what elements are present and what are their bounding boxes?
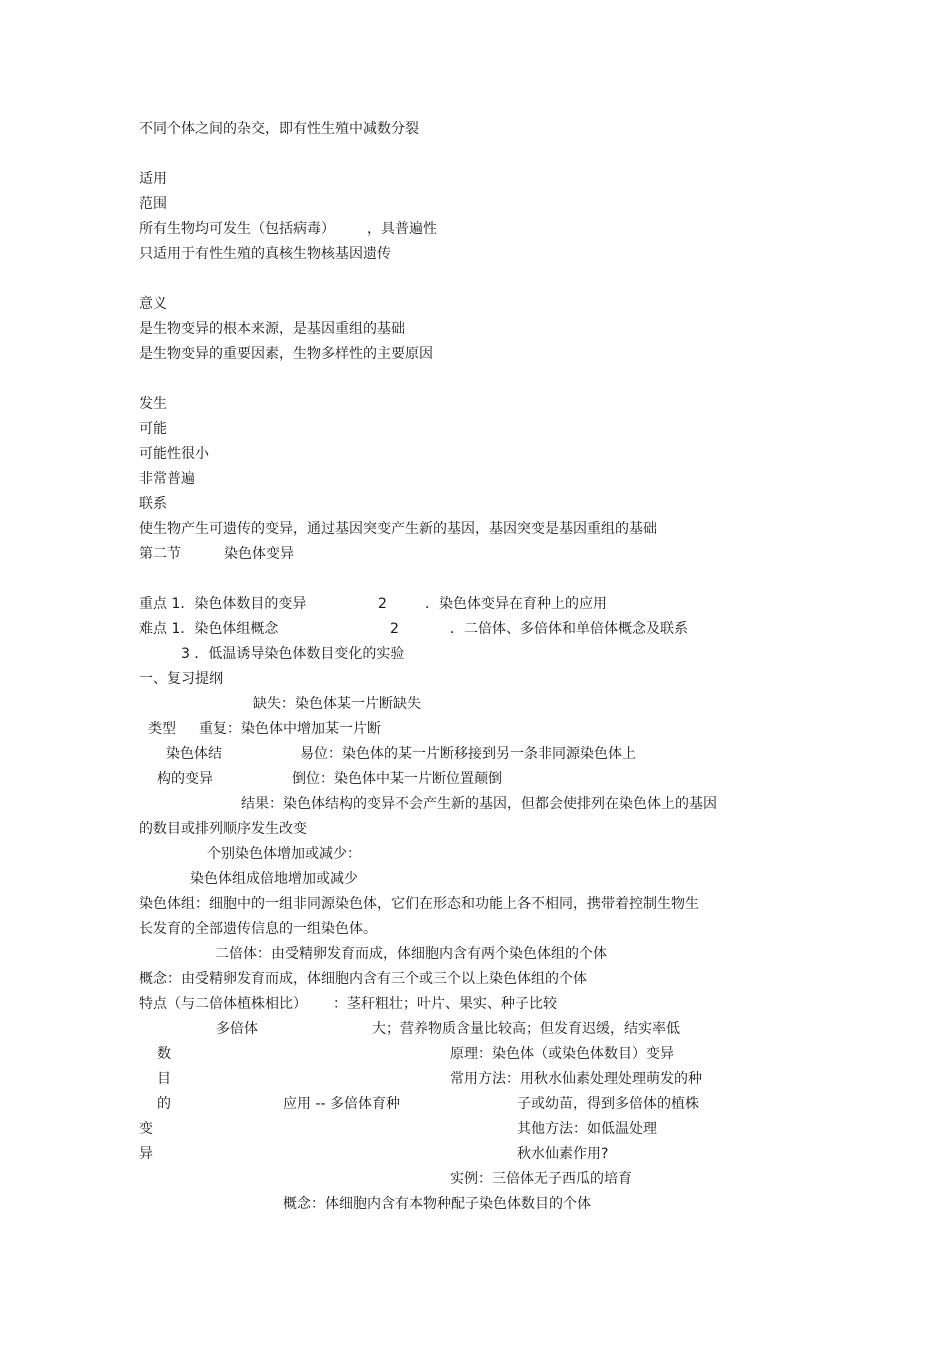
text-line: 应用 -- 多倍体育种 bbox=[283, 1096, 401, 1112]
text-line: 原理：染色体（或染色体数目）变异 bbox=[450, 1046, 674, 1062]
text-line: 可能 bbox=[139, 421, 167, 437]
text-line: 构的变异 bbox=[157, 771, 213, 787]
text-line: 子或幼苗，得到多倍体的植株 bbox=[517, 1096, 699, 1112]
text-line: 类型 bbox=[148, 721, 176, 737]
text-line: 是生物变异的重要因素，生物多样性的主要原因 bbox=[139, 346, 433, 362]
text-line: 易位：染色体的某一片断移接到另一条非同源染色体上 bbox=[300, 746, 636, 762]
text-line: 染色体结 bbox=[166, 746, 222, 762]
text-line: ．二倍体、多倍体和单倍体概念及联系 bbox=[450, 621, 688, 637]
text-line: 秋水仙素作用? bbox=[517, 1146, 609, 1162]
text-line: 概念：体细胞内含有本物种配子染色体数目的个体 bbox=[283, 1196, 591, 1212]
text-line: 2 bbox=[390, 621, 399, 637]
text-line: 特点（与二倍体植株相比） bbox=[139, 996, 307, 1012]
text-line: 不同个体之间的杂交，即有性生殖中减数分裂 bbox=[139, 121, 419, 137]
text-line: 意义 bbox=[139, 296, 167, 312]
text-line: 的 bbox=[157, 1096, 171, 1112]
text-line: 只适用于有性生殖的真核生物核基因遗传 bbox=[139, 246, 391, 262]
text-line: 实例：三倍体无子西瓜的培育 bbox=[450, 1171, 632, 1187]
text-line: 多倍体 bbox=[216, 1021, 258, 1037]
text-line: 概念：由受精卵发育而成，体细胞内含有三个或三个以上染色体组的个体 bbox=[139, 971, 587, 987]
text-line: 联系 bbox=[139, 496, 167, 512]
text-line: 异 bbox=[139, 1146, 153, 1162]
text-line: 范围 bbox=[139, 196, 167, 212]
text-line: 染色体组：细胞中的一组非同源染色体，它们在形态和功能上各不相同，携带着控制生物生 bbox=[139, 896, 699, 912]
text-line: 长发育的全部遗传信息的一组染色体。 bbox=[139, 921, 377, 937]
text-line: 非常普遍 bbox=[139, 471, 195, 487]
text-line: 所有生物均可发生（包括病毒） bbox=[139, 221, 335, 237]
text-line: 重复：染色体中增加某一片断 bbox=[199, 721, 381, 737]
section-heading: 第二节 bbox=[139, 546, 181, 562]
text-line: 大；营养物质含量比较高；但发育迟缓，结实率低 bbox=[372, 1021, 680, 1037]
text-line: 重点 1．染色体数目的变异 bbox=[139, 596, 307, 612]
text-line: 常用方法：用秋水仙素处理处理萌发的种 bbox=[450, 1071, 702, 1087]
text-line: 一、复习提纲 bbox=[139, 671, 223, 687]
text-line: 2 bbox=[378, 596, 387, 612]
text-line: 3 ．低温诱导染色体数目变化的实验 bbox=[181, 646, 405, 662]
text-line: 难点 1．染色体组概念 bbox=[139, 621, 279, 637]
text-line: 适用 bbox=[139, 171, 167, 187]
text-line: 发生 bbox=[139, 396, 167, 412]
text-line: 染色体组成倍地增加或减少 bbox=[190, 871, 358, 887]
text-line: 缺失：染色体某一片断缺失 bbox=[253, 696, 421, 712]
text-line: 目 bbox=[157, 1071, 171, 1087]
text-line: ：茎秆粗壮；叶片、果实、种子比较 bbox=[333, 996, 557, 1012]
text-line: 变 bbox=[139, 1121, 153, 1137]
text-line: 是生物变异的根本来源，是基因重组的基础 bbox=[139, 321, 405, 337]
text-line: 倒位：染色体中某一片断位置颠倒 bbox=[292, 771, 502, 787]
text-line: 的数目或排列顺序发生改变 bbox=[139, 821, 307, 837]
text-line: ，具普遍性 bbox=[367, 221, 437, 237]
text-line: 二倍体：由受精卵发育而成，体细胞内含有两个染色体组的个体 bbox=[215, 946, 607, 962]
text-line: 使生物产生可遗传的变异，通过基因突变产生新的基因，基因突变是基因重组的基础 bbox=[139, 521, 657, 537]
text-line: 可能性很小 bbox=[139, 446, 209, 462]
text-line: 数 bbox=[157, 1046, 171, 1062]
text-line: 结果：染色体结构的变异不会产生新的基因，但都会使排列在染色体上的基因 bbox=[241, 796, 717, 812]
text-line: 其他方法：如低温处理 bbox=[517, 1121, 657, 1137]
section-heading-title: 染色体变异 bbox=[224, 546, 294, 562]
text-line: 个别染色体增加或减少： bbox=[207, 846, 361, 862]
text-line: ．染色体变异在育种上的应用 bbox=[425, 596, 607, 612]
